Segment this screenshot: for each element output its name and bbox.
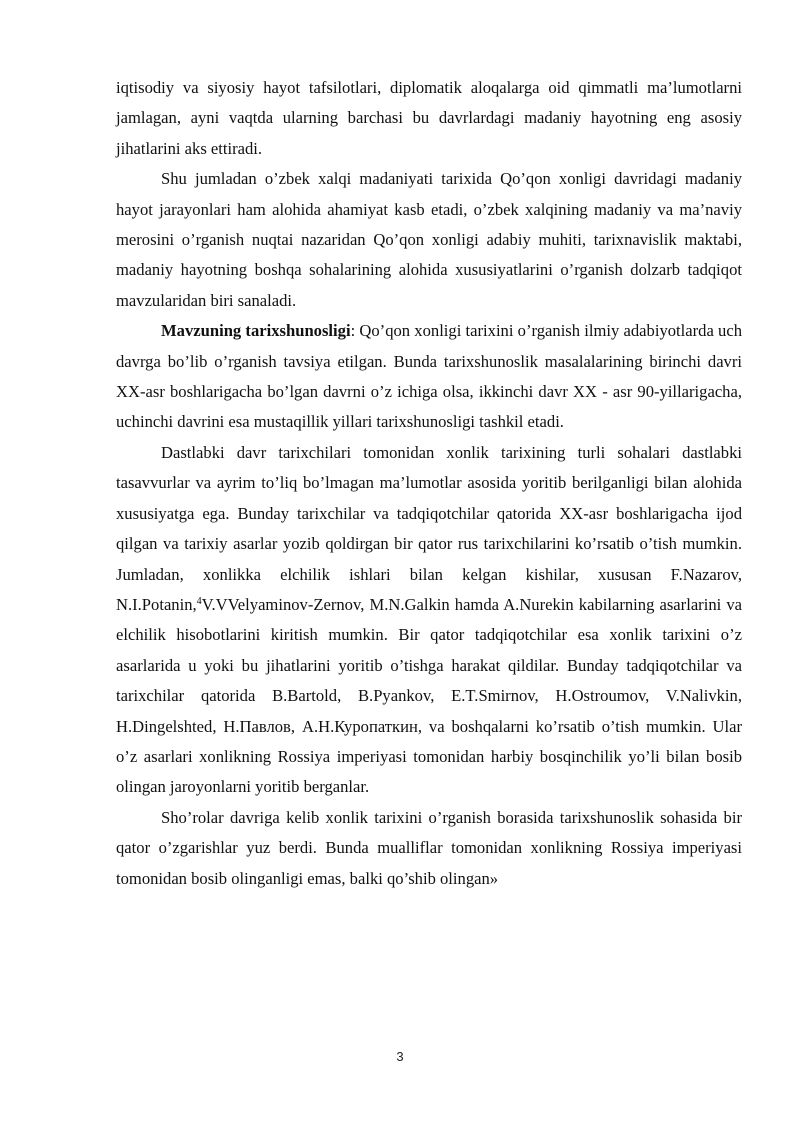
paragraph-1: iqtisodiy va siyosiy hayot tafsilotlari, diplomatik aloqalarga oid qimmatli ma’lumotlarni jamlagan, ayni vaqtda ularning barchasi bu davrlardagi madaniy hayotning eng asosiy jihatlarini aks ettiradi.	[116, 78, 742, 158]
footnote-reference[interactable]: 4	[196, 595, 202, 607]
paragraph-4-text-b: V.VVelyaminov-Zernov, M.N.Galkin hamda A.Nurekin kabilarning asarlarini va elchilik hisobotlarini kiritish mumkin. Bir qator tadqiqotchilar esa xonlik tarixini o’z asarlarida u yoki bu jihatlarini yoritib o’tishga harakat qildilar. Bunday tadqiqotchilar va tarixchilar qatorida B.Bartold, B.Pyankov, E.T.Smirnov, H.Ostroumov, V.Nalivkin, H.Dingelshted, H.Павлов, A.H.Куропаткин, va boshqalarni ko’rsatib o’tish mumkin. Ular o’z asarlari xonlikning Rossiya imperiyasi tomonidan harbiy bosqinchilik yo’li bilan bosib olingan jaroyonlarni yoritib berganlar.	[116, 594, 742, 797]
paragraph-3-text: : Qo’qon xonligi tarixini o’rganish ilmiy adabiyotlarda uch davrga bo’lib o’rganish tavsiya etilgan. Bunda tarixshunoslik masalalarining birinchi davri XX-asr boshlarigacha bo’lgan davrni o’z ichiga olsa, ikkinchi davr XX - asr 90-yillarigacha, uchinchi davrini esa mustaqillik yillari tarixshunosligi tashkil etadi.	[116, 321, 742, 432]
page-number: 3	[396, 1049, 404, 1064]
section-heading-inline: Mavzuning tarixshunosligi	[161, 321, 351, 341]
paragraph-4	[116, 438, 742, 803]
paragraph-5: Sho’rolar davriga kelib xonlik tarixini o’rganish borasida tarixshunoslik sohasida bir qator o’zgarishlar yuz berdi. Bunda mualliflar tomonidan xonlikning Rossiya imperiyasi tomonidan bosib olinganligi emas, balki qo’shib olingan»	[116, 807, 742, 888]
body-text	[116, 73, 742, 894]
paragraph-2: Shu jumladan o’zbek xalqi madaniyati tarixida Qo’qon xonligi davridagi madaniy hayot jarayonlari ham alohida ahamiyat kasb etadi, o’zbek xalqining madaniy va ma’naviy merosini o’rganish nuqtai nazaridan Qo’qon xonligi adabiy muhiti, tarixnavislik maktabi, madaniy hayotning boshqa sohalarining alohida xususiyatlarini o’rganish dolzarb tadqiqot mavzularidan biri sanaladi.	[116, 169, 742, 310]
paragraph-4-text-a: Dastlabki davr tarixchilari tomonidan xonlik tarixining turli sohalari dastlabki tasavvurlar va ayrim to’liq bo’lmagan ma’lumotlar asosida yoritib berilganligi bilan alohida xususiyatga ega. Bunday tarixchilar va tadqiqotchilar qatorida XX-asr boshlarigacha ijod qilgan va tarixiy asarlar yozib qoldirgan bir qator rus tarixchilarini ko’rsatib o’tish mumkin. Jumladan, xonlikka elchilik ishlari bilan kelgan kishilar, xususan F.Nazarov, N.I.Potanin,	[116, 442, 742, 614]
paragraph-3	[116, 316, 742, 438]
